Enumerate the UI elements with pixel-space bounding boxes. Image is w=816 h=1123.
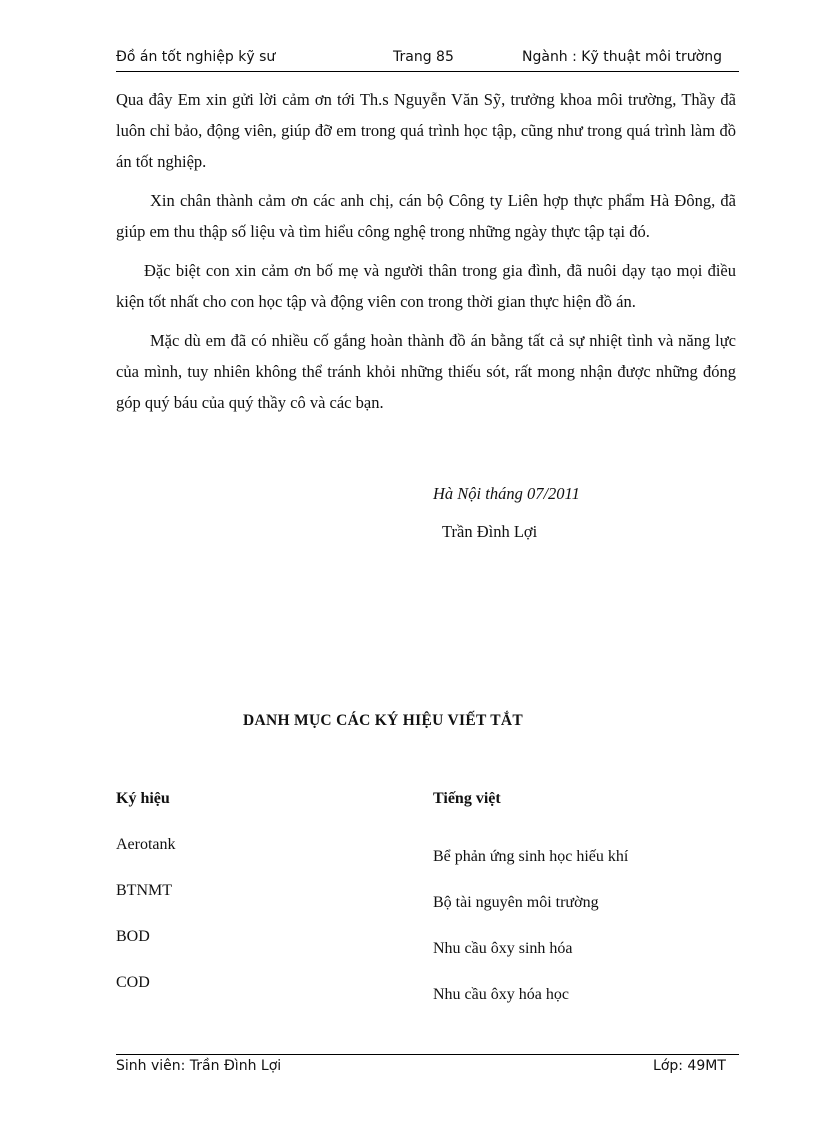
paragraph-thanks-company: Xin chân thành cảm ơn các anh chị, cán bộ Công ty Liên hợp thực phẩm Hà Đông, đã giúp em thu thập số liệu và tìm hiểu công nghệ trong những ngày thực tập tại đó. [116, 191, 736, 241]
footer-student: Sinh viên: Trần Đình Lợi [116, 1058, 282, 1074]
header-divider [116, 71, 739, 72]
table-row [116, 974, 736, 1020]
abbreviation-symbol: Aerotank [116, 836, 176, 853]
column-header-vietnamese: Tiếng việt [433, 790, 501, 807]
abbreviation-meaning: Nhu cầu ôxy hóa học [433, 986, 569, 1003]
header-page-number: Trang 85 [393, 49, 454, 65]
abbreviation-meaning: Nhu cầu ôxy sinh hóa [433, 940, 573, 957]
abbreviation-symbol: COD [116, 974, 150, 991]
table-row [116, 928, 736, 974]
column-header-symbol: Ký hiệu [116, 790, 170, 807]
abbreviation-meaning: Bộ tài nguyên môi trường [433, 894, 599, 911]
paragraph-thanks-family: Đặc biệt con xin cảm ơn bố mẹ và người thân trong gia đình, đã nuôi dạy tạo mọi điều kiện tốt nhất cho con học tập và động viên con trong thời gian thực hiện đồ án. [116, 261, 736, 311]
signature-date: Hà Nội tháng 07/2011 [433, 484, 580, 503]
header-major: Ngành : Kỹ thuật môi trường [522, 49, 722, 65]
table-row [116, 882, 736, 928]
acknowledgement-section [116, 84, 736, 426]
abbreviation-symbol: BTNMT [116, 882, 172, 899]
header-thesis-type: Đồ án tốt nghiệp kỹ sư [116, 49, 276, 65]
paragraph-thanks-advisor: Qua đây Em xin gửi lời cảm ơn tới Th.s Nguyễn Văn Sỹ, trưởng khoa môi trường, Thầy đã luôn chỉ bảo, động viên, giúp đỡ em trong quá trình học tập, cũng như trong quá trình làm đồ án tốt nghiệp. [116, 90, 736, 171]
abbreviations-title: DANH MỤC CÁC KÝ HIỆU VIẾT TẮT [243, 712, 523, 729]
paragraph-closing: Mặc dù em đã có nhiều cố gắng hoàn thành đồ án bằng tất cả sự nhiệt tình và năng lực của mình, tuy nhiên không thể tránh khỏi những thiếu sót, rất mong nhận được những đóng góp quý báu của quý thầy cô và các bạn. [116, 331, 736, 412]
table-header-row [116, 790, 736, 836]
abbreviations-table [116, 790, 736, 1020]
footer-class: Lớp: 49MT [653, 1058, 726, 1074]
footer-divider [116, 1054, 739, 1055]
abbreviation-symbol: BOD [116, 928, 150, 945]
abbreviation-meaning: Bể phản ứng sinh học hiếu khí [433, 848, 629, 865]
table-row [116, 836, 736, 882]
signature-name: Trần Đình Lợi [442, 522, 538, 541]
